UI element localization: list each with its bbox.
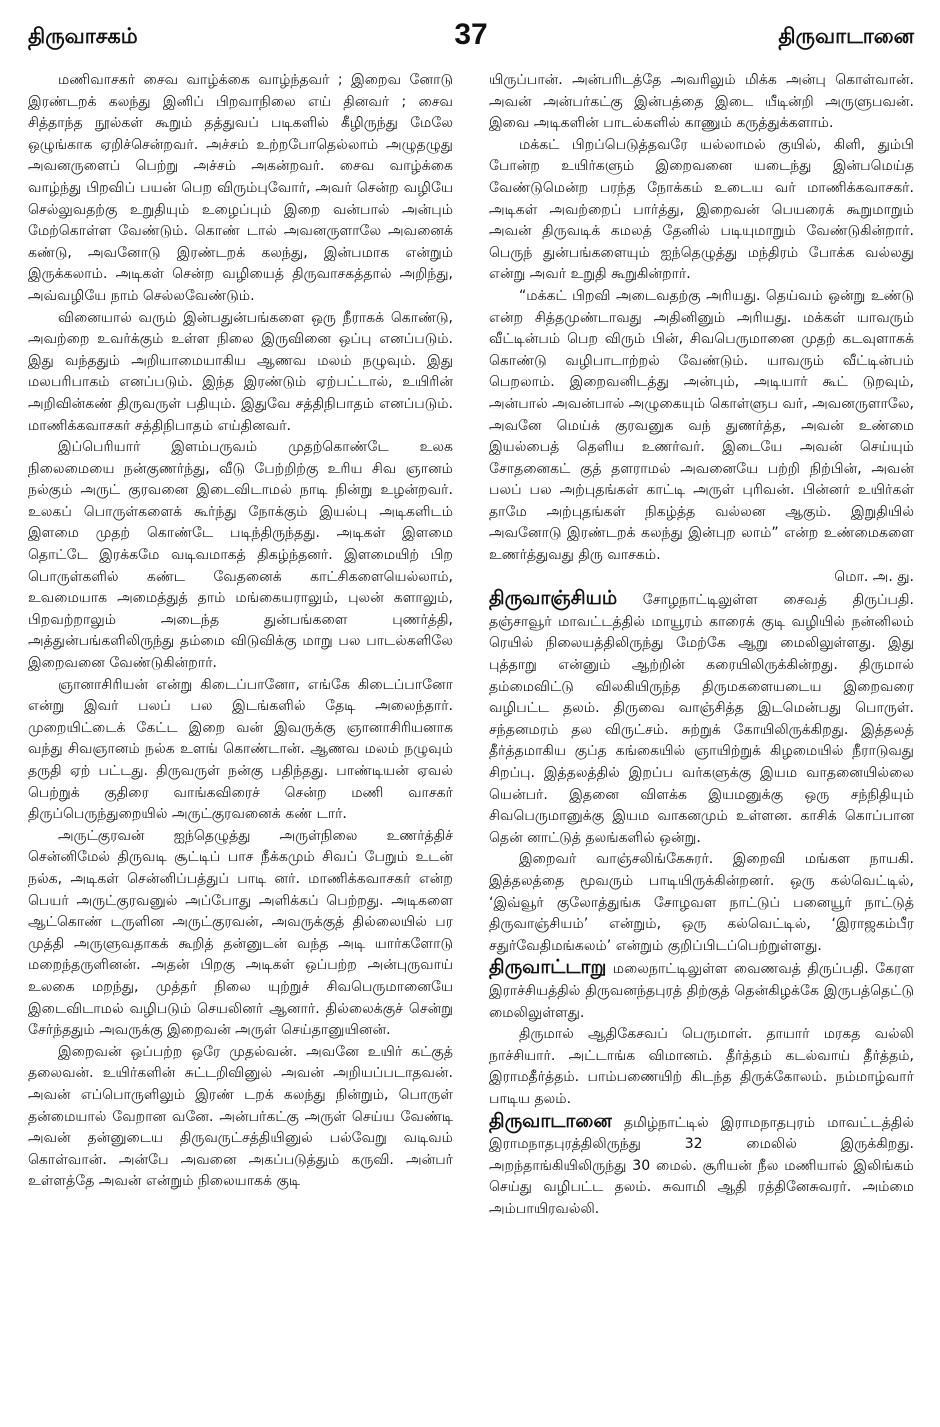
entry-text: மலைநாட்டிலுள்ள வைணவத் திருப்பதி. கேரள இராச்சியத்தில் திருவனந்தபுரத் திற்குத் தென்கிழக்கே இருபத்தெட்டு மைலிலுள்ளது. [489, 961, 914, 1021]
entry-text: சோழநாட்டிலுள்ள சைவத் திருப்பதி. தஞ்சாவூர் மாவட்டத்தில் மாயூரம் காரைக் குடி வழியில் நன்னிலம் ரெயில் நிலையத்திலிருந்து மேற்கே ஆறு மைலிலுள்ளது. இது புத்தாறு என்னும் ஆற்றின் கரையிலிருக்கின்றது. திருமால் தம்மைவிட்டு விலகியிருந்த திருமகளையடைய இறைவரை வழிபட்ட தலம். திருவை வாஞ்சித்த இடமென்பது பொருள். சந்தனமரம் தல விருட்சம். சுற்றுக் கோயிலிருக்கிறது. இத்தலத் தீர்த்தமாகிய குப்த கங்கையில் ஞாயிற்றுக் கிழமையில் நீராடுவது சிறப்பு. இத்தலத்தில் இறப்ப வர்களுக்கு இயம வாதனையில்லை யென்பர். இதனை விளக்க இயமனுக்கு ஒரு சந்நிதியும் சிவபெருமானுக்கு இயம வாகனமும் உள்ளன. காசிக் கொப்பான தென் னாட்டுத் தலங்களில் ஒன்று. [489, 592, 914, 846]
paragraph: வினையால் வரும் இன்பதுன்பங்களை ஒரு நீராகக் கொண்டு, அவற்றை உவர்க்கும் உள்ள நிலை இருவினை ஒப்பு எனப்படும். இது வந்ததும் அறியாமையாகிய ஆணவ மலம் நழுவும். இது மலபரிபாகம் எனப்படும். இந்த இரண்டும் ஏற்பட்டால், உயிரின் அறிவின்கண் திருவருள் பதியும். இதுவே சத்திநிபாதம் எனப்படும். மாணிக்கவாசகர் சத்திநிபாதம் எய்தினவர். [28, 309, 453, 434]
paragraph: “மக்கட் பிறவி அடைவதற்கு அரியது. தெய்வம் ஒன்று உண்டு என்ற சித்தமுண்டாவது அதினினும் அரியது. மக்கள் யாவரும் வீட்டின்பம் பெற விரும் பின், சிவபெருமானை முதற் கடவுளாகக் கொண்டு வழிபாடாற்றல் வேண்டும். யாவரும் வீட்டின்பம் பெறலாம். இறைவனிடத்து அன்பும், அடியார் கூட் டுறவும், அன்பால் அவன்பால் அழுகையும் கொள்ளுப வர், அவனருளாலே, அவனே மெய்க் குரவனுக வந் துணர்த்த, அவன் உண்மை இயல்பைத் தெளிய உணர்வர். இடையே அவன் செய்யும் சோதனைகட் குத் தளராமல் அவனையே பற்றி நிற்பின், அவன் பலப் பல அற்புதங்கள் காட்டி அருள் புரிவன். பின்னர் உயிர்கள் தாமே அற்புதங்கள் நிகழ்த்த வல்லன ஆகும். இறுதியில் அவனோடு இரண்டறக் கலந்து இன்புற லாம்” என்ற உண்மைகளை உணர்த்துவது திரு வாசகம். [489, 287, 914, 564]
paragraph: இறைவன் ஒப்பற்ற ஒரே முதல்வன். அவனே உயிர் கட்குத் தலைவன். உயிர்களின் சுட்டறிவினுல் அவன் அறியப்படாதவன். அவன் எப்பொருளிலும் இரண் டறக் கலந்து நின்றும், பொருள் தன்மையால் வேறான வனே. அன்பர்கட்கு அருள் செய்ய வேண்டி அவன் தன்னுடைய திருவருட்சத்தியினுல் பல்வேறு வடிவம் கொள்வான். அன்பே அவனை அகப்படுத்தும் கருவி. அன்பர் உள்ளத்தே அவன் என்றும் நிலையாகக் குடி [28, 1043, 453, 1190]
paragraph: திருமால் ஆதிகேசவப் பெருமாள். தாயார் மரகத வல்லி நாச்சியார். அட்டாங்க விமானம். தீர்த்தம் கடல்வாய் தீர்த்தம், இராமதீர்த்தம். பாம்பணையிற் கிடந்த திருக்கோலம். நம்மாழ்வார் பாடிய தலம். [489, 1026, 914, 1107]
entry-title: திருவாட்டாறு [489, 956, 607, 979]
right-column [489, 70, 914, 1220]
entry-title: திருவாடானை [489, 1109, 612, 1132]
entry-thiruvadanai [489, 1111, 914, 1221]
paragraph: இறைவர் வாஞ்சலிங்கேசுரர். இறைவி மங்கள நாயகி. இத்தலத்தை மூவரும் பாடியிருக்கின்றனர். ஒரு கல்வெட்டில், ‘இவ்வூர் குலோத்துங்க சோழவள நாட்டுப் பனையூர் நாட்டுத் திருவாஞ்சியம்’ என்றும், ஒரு கல்வெட்டில், ‘இராஜகம்பீர சதுர்வேதிமங்கலம்’ என்றும் குறிப்பிடப்பெற்றுள்ளது. [489, 851, 914, 954]
entry-title: திருவாஞ்சியம் [489, 587, 618, 610]
paragraph: மணிவாசகர் சைவ வாழ்க்கை வாழ்ந்தவர் ; இறைவ னோடு இரண்டறக் கலந்து இனிப் பிறவாநிலை எய் தினவர் ; சைவ சித்தாந்த நூல்கள் கூறும் தத்துவப் படிகளில் கீழிருந்து மேலே ஒழுங்காக ஏறிச்சென்றவர். அச்சம் உற்றபோதெல்லாம் அழுதழுது அவனருளைப் பெற்று அச்சம் அகன்றவர். சைவ வாழ்க்கை வாழ்ந்து பிறவிப் பயன் பெற விரும்புவோர், அவர் சென்ற வழியே செல்லுவதற்கு உறுதியும் உழைப்பும் இறை வன்பால் அன்பும் மேற்கொள்ள வேண்டும். கொண் டால் அவனருளாலே அவனைக் கண்டு, அவனோடு இரண்டறக் கலந்து, இன்பமாக என்றும் இருக்கலாம். அடிகள் சென்ற வழியைத் திருவாசகத்தால் அறிந்து, அவ்வழியே நாம் செல்லவேண்டும். [28, 72, 453, 304]
author-signature: மொ. அ. து. [834, 568, 914, 585]
page-number: 37 [454, 18, 488, 51]
paragraph: இப்பெரியார் இளம்பருவம் முதற்கொண்டே உலக நிலைமையை நன்குணர்ந்து, வீடு பேற்றிற்கு உரிய சிவ ஞானம் நல்கும் அருட் குரவனை இடைவிடாமல் நாடி நின்று உழன்றவர். உலகப் பொருள்களைக் கூர்ந்து நோக்கும் இயல்பு அடிகளிடம் இளமை முதற் கொண்டே படிந்திருந்தது. அடிகள் இளமை தொட்டே இரக்கமே வடிவமாகத் திகழ்ந்தனர். இளமையிற் பிற பொருள்களில் கண்ட வேதனைக் காட்சிகளையெல்லாம், உவமையாக அமைத்துத் தாம் மங்கையராலும், புலன் களாலும், பிறவற்றாலும் அடைந்த துன்பங்களை புணர்த்தி, அத்துன்பங்களிலிருந்து தம்மை விடுவிக்கு மாறு பல பாடல்களிலே இறைவனை வேண்டுகின்றார். [28, 439, 453, 672]
entry-thiruvattaru [489, 957, 914, 1024]
running-head-entry-title: திருவாடானை [778, 24, 914, 48]
left-column [28, 70, 453, 1193]
entry-thiruvanjiyam [489, 588, 914, 849]
paragraph: அருட்குரவன் ஐந்தெழுத்து அருள்நிலை உணர்த்திச் சென்னிமேல் திருவடி சூட்டிப் பாச நீக்கமும் சிவப் பேறும் உடன் நல்க, அடிகள் சென்னிப்பத்துப் பாடி னர். மாணிக்கவாசகர் என்ற பெயர் அருட்குரவனுல் அப்போது அளிக்கப் பெற்றது. அடிகளை ஆட்கொண் டருளின அருட்குரவன், அவருக்குத் தில்லையில் பர முத்தி அருளுவதாகக் கூறித் தன்னுடன் வந்த அடி யார்களோடு மறைந்தருளினன். அதன் பிறகு அடிகள் ஒப்பற்ற அன்புருவாய் உலகை மறந்து, முத்தர் நிலை யுற்றுச் சிவபெருமானையே இடைவிடாமல் வழிபடும் செயலினர் ஆனார். தில்லைக்குச் சென்று சேர்ந்ததும் அவருக்கு இறைவன் அருள் செய்தானுயினன். [28, 827, 453, 1039]
paragraph: மக்கட் பிறப்பெடுத்தவரே யல்லாமல் குயில், கிளி, தும்பி போன்ற உயிர்களும் இறைவனை யடைந்து இன்பமெய்த வேண்டுமென்ற பரந்த நோக்கம் உடைய வர் மாணிக்கவாசகர். அடிகள் அவற்றைப் பார்த்து, இறைவன் பெயரைக் கூறுமாறும் அவன் திருவடிக் கமலத் தேனில் படியுமாறும் வேண்டுகின்றார். பெருந் துன்பங்களையும் ஐந்தெழுத்து மந்திரம் போக்க வல்லது என்று அவர் உறுதி கூறுகின்றார். [489, 136, 914, 283]
page-header [28, 18, 914, 64]
running-head-book-title: திருவாசகம் [28, 24, 138, 48]
paragraph-continued: யிருப்பான். அன்பரிடத்தே அவரிலும் மிக்க அன்பு கொள்வான். அவன் அன்பர்கட்கு இன்பத்தை இடை யீடின்றி அருளுபவன். இவை அடிகளின் பாடல்களில் காணும் கருத்துக்களாம். [489, 72, 914, 132]
entry-text: தமிழ்நாட்டில் இராமநாதபுரம் மாவட்டத்தில் இராமநாதபுரத்திலிருந்து 32 மைலில் இருக்கிறது. அறந்தாங்கியிலிருந்து 30 மைல். சூரியன் நீல மணியால் இலிங்கம் செய்து வழிபட்ட தலம். சுவாமி ஆதி ரத்தினேசுவரர். அம்மை அம்பாயிரவல்லி. [489, 1114, 915, 1217]
paragraph: ஞானாசிரியன் என்று கிடைப்பானோ, எங்கே கிடைப்பானோ என்று இவர் பலப் பல இடங்களில் தேடி அலைந்தார். முறையிட்டைக் கேட்ட இறை வன் இவருக்கு ஞானாசிரியனாக வந்து சிவஞானம் நல்க உளங் கொண்டான். ஆணவ மலம் நழுவும் தருதி ஏற் பட்டது. திருவருள் நன்கு பதிந்தது. பாண்டியன் ஏவல் பெற்றுக் குதிரை வாங்கவிரைச் சென்ற மணி வாசகர் திருப்பெருந்துறையில் அருட்குரவனைக் கண் டார். [28, 676, 453, 823]
